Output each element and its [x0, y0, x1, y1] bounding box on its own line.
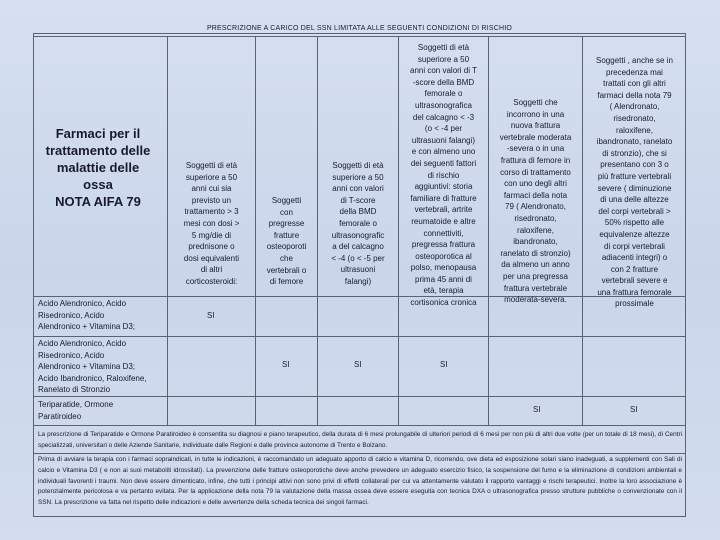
- row-divider: [33, 396, 686, 397]
- drug-list: Acido Alendronico, Acido Risedronico, Acido Alendronico + Vitamina D3; Acido Ibandronico, Raloxifene, Ranelato di Stronzio: [38, 339, 147, 395]
- row-divider: [33, 453, 686, 454]
- page-title: PRESCRIZIONE A CARICO DEL SSN LIMITATA ALLE SEGUENTI CONDIZIONI DI RISCHIO: [206, 25, 513, 32]
- prescription-note: La prescrizione di Teriparatide e Ormone Paratiroideo è consentita su diagnosi e piano terapeutico, della durata di 6 mesi prolungabile di ulteriori periodi di 6 mesi per non più di altri due volte (per un totale di 18 mesi), di Centri specializzati, universitari o delle Aziende Sanitarie, individuate dalle Regioni e dalle province autonome di Trento e Bolzano.: [38, 431, 682, 449]
- column-divider: [317, 36, 318, 425]
- column-divider: [167, 36, 168, 425]
- si-mark: SI: [630, 405, 638, 414]
- si-mark: SI: [440, 360, 448, 369]
- column-divider: [582, 36, 583, 425]
- nota-title: Farmaci per il trattamento delle malattie delle ossa NOTA AIFA 79: [45, 126, 151, 209]
- column-divider: [488, 36, 489, 425]
- si-mark: SI: [207, 311, 215, 320]
- therapy-note: Prima di avviare la terapia con i farmaci sopraindicati, in tutte le indicazioni, è raccomandato un adeguato apporto di calcio e vitamina D, ricorrendo, ove dieta ed esposizione solari siano inadeguati, a supplementi con Sali di calcio e Vitamina D3 ( e non ai suoi metaboliti idrossilati). La prevenzione delle fratture osteoporotiche deve anche prevedere un adeguato esercizio fisico, la sospensione del fumo e la eliminazione di condizioni ambientali e individuali favorenti i traumi. Non deve essere dimenticato, infine, che tutti i principi attivi non sono privi di effetti collaterali per cui va attentamente valutato il rapporto vantaggi e rischi terapeutici. Inoltre la loro associazione è potenzialmente pericolosa e va pertanto evitata. Per la applicazione della nota 79 la valutazione della massa ossea deve essere eseguita con tecnica DXA o ultrasonografica presso strutture pubbliche o convenzionate con il SSN. La prescrizione va fatta nel rispetto delle indicazioni e delle avvertenze della scheda tecnica dei singoli farmaci.: [38, 456, 682, 507]
- column-divider: [398, 36, 399, 425]
- column-header: Soggetti che incorrono in una nuova frattura vertebrale moderata -severa o in una frattura di femore in corso di trattamento con uno degli altri farmaci della nota 79 ( Alendronato, risedronato, raloxifene, ibandronato, ranelato di stronzio) da almeno un anno per una pregressa frattura vertebrale moderata-severa.: [499, 98, 572, 305]
- column-header: Soggetti , anche se in precedenza mai trattati con gli altri farmaci della nota 79 ( Alendronato, risedronato, raloxifene, ibandronato, ranelato di stronzio), che si presentano con 3 o più fratture vertebrali severe ( diminuzione di una delle altezze del corpi vertebrali > 50% rispetto alle equivalenze altezze di corpi vertebrali adiacenti integri) o con 2 fratture vertebrali severe e una frattura femorale prossimale: [596, 56, 673, 309]
- row-divider: [33, 336, 686, 337]
- column-header: Soggetti di età superiore a 50 anni con valori di T -score della BMD femorale o ultrasonografica del calcagno < -3 (o < -4 per ultrasuoni falangi) e con almeno uno dei seguenti fattori di rischio aggiuntivi: storia familiare di fratture vertebrali, artrite reumatoide e altre connettiviti, pregressa frattura osteoporotica al polso, menopausa prima 45 anni di età, terapia cortisonica cronica: [410, 43, 477, 308]
- column-divider: [255, 36, 256, 425]
- drug-list: Teriparatide, Ormone Paratiroideo: [38, 400, 114, 421]
- row-divider: [33, 425, 686, 426]
- row-divider: [33, 36, 686, 37]
- column-header: Soggetti con pregresse fratture osteoporoti che vertebrali o di femore: [266, 196, 307, 287]
- column-header: Soggetti di età superiore a 50 anni cui sia previsto un trattamento > 3 mesi con dosi > 5 mg/die di prednisone o dosi equivalenti di altri corticosteroidi:: [183, 161, 240, 286]
- si-mark: SI: [282, 360, 290, 369]
- column-header: Soggetti di età superiore a 50 anni con valori di T-score della BMD femorale o ultrasonografic a del calcagno < -4 (o < -5 per ultrasuoni falangi): [331, 161, 385, 286]
- drug-list: Acido Alendronico, Acido Risedronico, Acido Alendronico + Vitamina D3;: [38, 299, 136, 332]
- si-mark: SI: [354, 360, 362, 369]
- si-mark: SI: [533, 405, 541, 414]
